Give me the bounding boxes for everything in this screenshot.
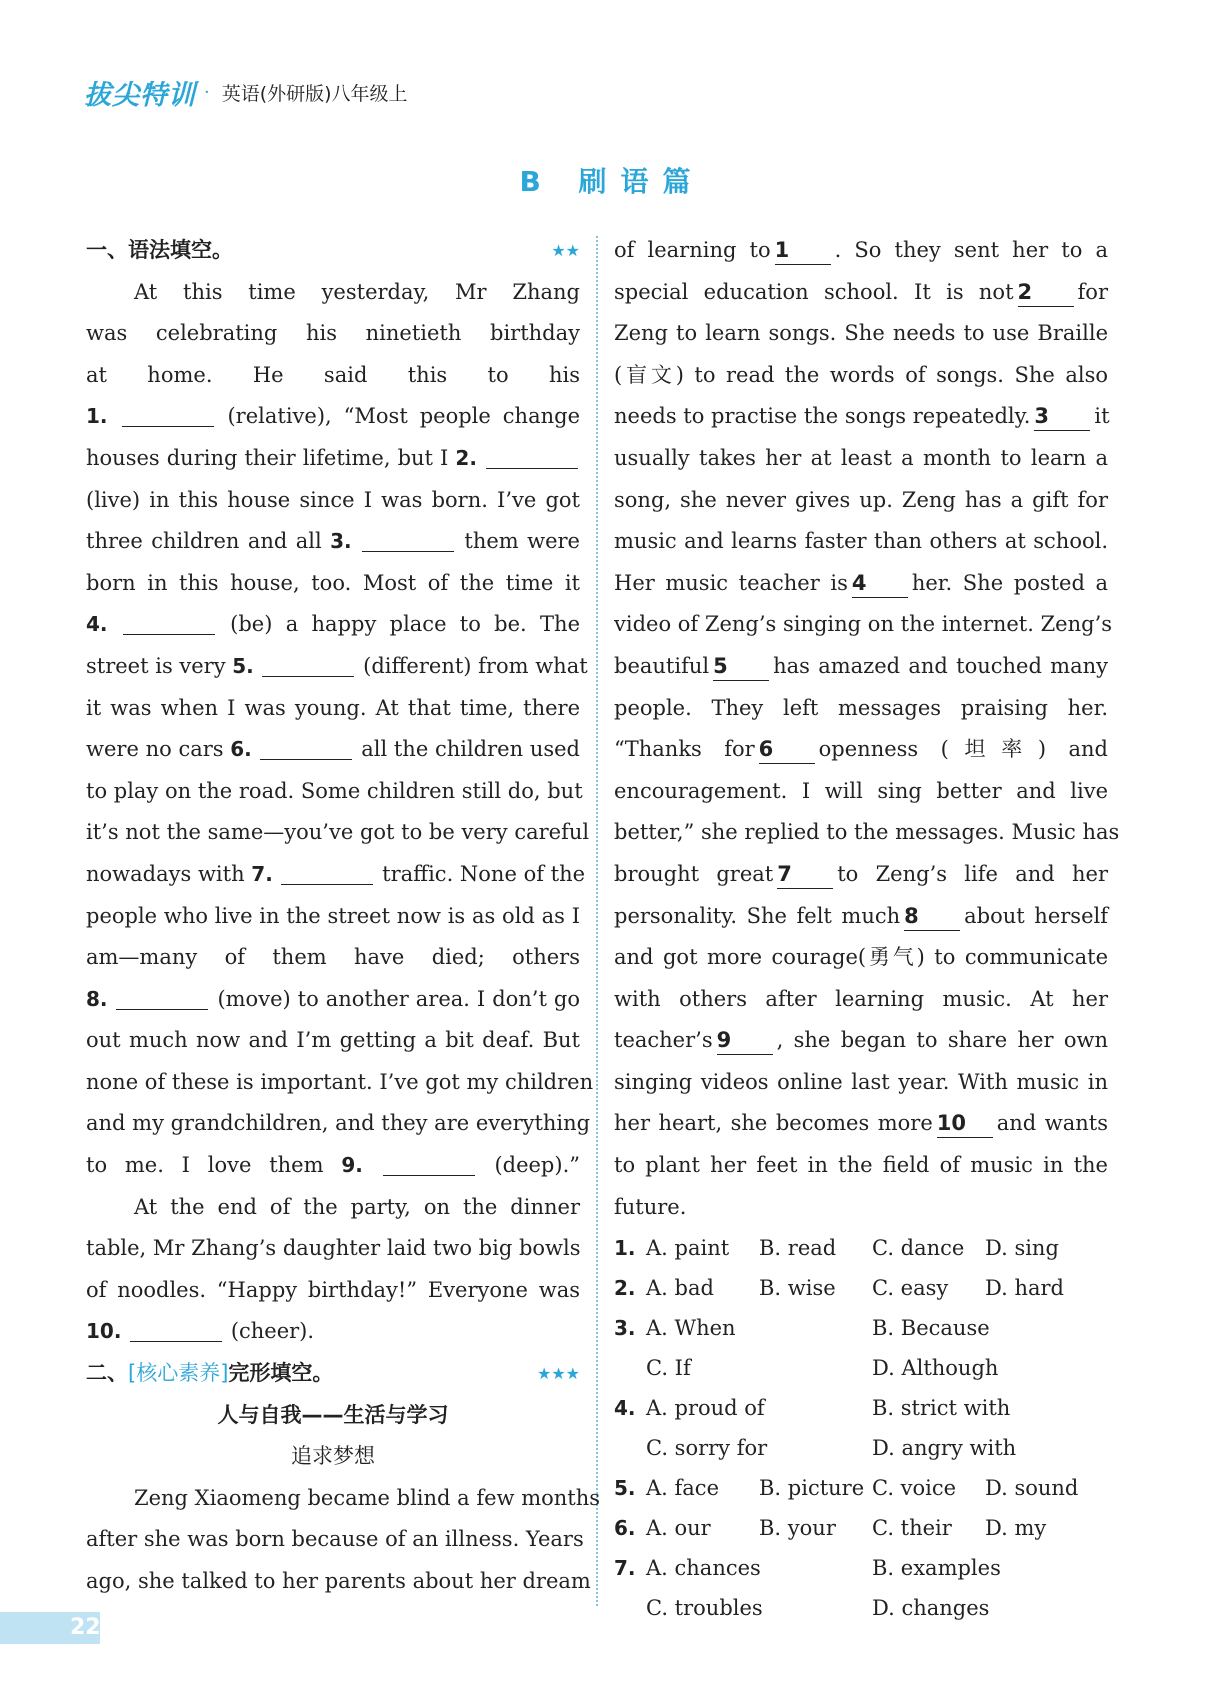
answer-blank[interactable] (362, 529, 454, 552)
passage-line: usually takes her at least a month to learn a (614, 445, 1108, 470)
passage-line: ago, she talked to her parents about her dream (86, 1569, 591, 1593)
book-subject: 英语(外研版)八年级上 (221, 82, 408, 105)
cloze-section-heading (86, 1353, 580, 1395)
passage-line: of noodles. “Happy birthday!” Everyone was (86, 1277, 580, 1302)
blank-number: 3. (330, 529, 352, 554)
answer-option[interactable]: D. angry with (872, 1436, 1017, 1461)
passage-line (86, 438, 580, 480)
column-divider (596, 236, 598, 1606)
brand-logo: 拔尖特训 (84, 79, 196, 111)
numbered-blank[interactable]: 1 (775, 236, 831, 265)
option-row (614, 1468, 1108, 1508)
question-number: 5. (614, 1476, 636, 1501)
answer-option[interactable]: B. wise (759, 1276, 836, 1301)
answer-blank[interactable] (260, 737, 352, 760)
option-row (614, 1428, 1108, 1468)
passage-line: better,” she replied to the messages. Music has (614, 820, 1120, 845)
passage-text: it (1094, 404, 1110, 429)
answer-option[interactable]: C. sorry for (646, 1436, 768, 1461)
passage-line: out much now and I’m getting a bit deaf. But (86, 1028, 580, 1053)
question-number (614, 1428, 646, 1468)
answer-option[interactable]: D. changes (872, 1596, 990, 1621)
passage-text: were no cars (86, 737, 231, 762)
passage-line (86, 979, 580, 1021)
question-number (614, 1348, 646, 1388)
answer-option[interactable]: A. face (646, 1476, 719, 1501)
passage-text: (relative), “Most people change (227, 404, 581, 429)
answer-option[interactable]: A. chances (646, 1556, 761, 1581)
option-row (614, 1268, 1108, 1308)
passage-line: Zeng Xiaomeng became blind a few months (134, 1485, 601, 1510)
passage-line (614, 1020, 1108, 1062)
passage-text: (different) from what (363, 653, 588, 678)
difficulty-stars: ★★ (551, 241, 580, 260)
passage-text: to me. I love them (86, 1153, 342, 1178)
passage-text: her. She posted a (911, 570, 1108, 595)
blank-number: 10. (86, 1319, 122, 1344)
answer-blank[interactable] (383, 1153, 475, 1176)
section-title: B 刷语篇 (519, 165, 705, 198)
answer-option[interactable]: D. sing (985, 1236, 1059, 1261)
numbered-blank[interactable]: 4 (852, 569, 908, 598)
passage-line: born in this house, too. Most of the time it (86, 570, 580, 595)
passage-line (86, 521, 580, 563)
cloze-title-suffix: 完形填空。 (228, 1361, 334, 1386)
blank-number: 6. (230, 737, 252, 762)
passage-line: at home. He said this to his (86, 362, 580, 387)
passage-line (86, 396, 580, 438)
blank-number: 7. (251, 861, 273, 886)
theme-title: 人与自我——生活与学习 (217, 1402, 449, 1427)
passage-text: traffic. None of the (382, 861, 586, 886)
passage-line (614, 396, 1108, 438)
passage-line: and my grandchildren, and they are everything (86, 1111, 591, 1136)
numbered-blank[interactable]: 9 (717, 1026, 773, 1055)
cloze-title-prefix: 二、 (86, 1361, 128, 1386)
numbered-blank[interactable]: 5 (713, 652, 769, 681)
option-row (614, 1388, 1108, 1428)
question-number (614, 1588, 646, 1628)
blank-number: 9. (341, 1153, 363, 1178)
passage-line: table, Mr Zhang’s daughter laid two big bowls (86, 1236, 581, 1261)
passage-text: . So they sent her to a (834, 238, 1108, 262)
answer-blank[interactable] (486, 446, 578, 469)
passage-text: her heart, she becomes more (614, 1111, 933, 1136)
passage-line: people. They left messages praising her. (614, 695, 1108, 720)
passage-text: to Zeng’s life and her (837, 861, 1108, 886)
passage-text: street is very (86, 653, 233, 678)
passage-line: Zeng to learn songs. She needs to use Braille (614, 321, 1108, 346)
question-number: 1. (614, 1236, 636, 1261)
passage-line: (盲文) to read the words of songs. She also (614, 362, 1108, 387)
passage-line: it was when I was young. At that time, there (86, 695, 580, 720)
blank-number: 1. (86, 404, 108, 429)
answer-option[interactable]: D. Although (872, 1356, 999, 1381)
numbered-blank[interactable]: 8 (904, 902, 960, 931)
passage-line: At this time yesterday, Mr Zhang (134, 279, 580, 304)
blank-number: 5. (232, 653, 254, 678)
passage-text: for (1077, 279, 1108, 304)
answer-option[interactable]: C. voice (872, 1476, 957, 1501)
passage-text: all the children used (361, 737, 580, 762)
answer-option[interactable]: C. dance (872, 1236, 965, 1261)
passage-text: of learning to (614, 238, 771, 262)
numbered-blank[interactable]: 7 (777, 860, 833, 889)
passage-line: future. (614, 1194, 687, 1219)
passage-line (86, 854, 586, 896)
question-number: 4. (614, 1396, 636, 1421)
answer-blank[interactable] (116, 987, 208, 1010)
answer-blank[interactable] (262, 654, 354, 677)
passage-line: it’s not the same—you’ve got to be very careful (86, 820, 590, 845)
answer-option[interactable]: C. their (872, 1516, 952, 1541)
blank-number: 8. (86, 986, 108, 1011)
passage-text: houses during their lifetime, but I (86, 445, 456, 470)
passage-line (86, 604, 580, 646)
passage-line (614, 1103, 1108, 1145)
answer-blank[interactable] (123, 612, 215, 635)
passage-text: them were (464, 529, 580, 554)
answer-option[interactable]: B. Because (872, 1316, 990, 1341)
page-header (84, 72, 408, 112)
passage-text: special education school. It is not (614, 279, 1014, 304)
passage-line (614, 230, 1108, 272)
passage-line: song, she never gives up. Zeng has a gift for (614, 487, 1108, 512)
passage-line (614, 729, 1108, 771)
left-column (86, 230, 601, 1603)
passage-text: Her music teacher is (614, 570, 848, 595)
page-number: 22 (0, 1612, 100, 1644)
option-row (614, 1588, 1108, 1628)
question-number: 3. (614, 1316, 636, 1341)
passage-line (614, 854, 1108, 896)
passage-text: needs to practise the songs repeatedly. (614, 404, 1031, 429)
answer-option[interactable]: B. examples (872, 1556, 1001, 1581)
passage-line: people who live in the street now is as old as I (86, 903, 580, 928)
passage-text: nowadays with (86, 861, 252, 886)
answer-option[interactable]: C. If (646, 1356, 691, 1381)
passage-text: (be) a happy place to be. The (230, 612, 580, 637)
passage-line: am—many of them have died; others (86, 945, 580, 970)
passage-text: openness (坦率) and (818, 737, 1108, 762)
passage-text: teacher’s (614, 1028, 713, 1053)
answer-option[interactable]: B. your (759, 1516, 836, 1541)
passage-line (86, 1145, 580, 1187)
passage-text: (cheer). (230, 1319, 315, 1344)
answer-option[interactable]: B. strict with (872, 1396, 1011, 1421)
answer-option[interactable]: A. bad (646, 1276, 714, 1301)
passage-line: to plant her feet in the field of music in the (614, 1153, 1108, 1178)
answer-blank[interactable] (130, 1319, 222, 1342)
passage-text: , she began to share her own (776, 1028, 1108, 1053)
passage-line (614, 272, 1108, 314)
passage-line: (live) in this house since I was born. I’ve got (86, 487, 580, 512)
header-separator: · (204, 81, 210, 103)
passage-line: none of these is important. I’ve got my children (86, 1069, 594, 1094)
grammar-section-heading (86, 230, 580, 272)
passage-line: encouragement. I will sing better and live (614, 778, 1108, 803)
blank-number: 4. (86, 612, 108, 637)
passage-line: to play on the road. Some children still do, but (86, 778, 583, 803)
answer-option[interactable]: D. my (985, 1516, 1047, 1541)
passage-line (614, 646, 1108, 688)
passage-line: At the end of the party, on the dinner (134, 1194, 580, 1219)
answer-option[interactable]: A. paint (646, 1236, 730, 1261)
answer-option[interactable]: D. sound (985, 1476, 1079, 1501)
passage-text: (move) to another area. I don’t go (217, 986, 580, 1011)
right-column (614, 230, 1120, 1628)
passage-line: with others after learning music. At her (614, 986, 1108, 1011)
grammar-section-title: 一、语法填空。 (86, 238, 233, 262)
core-literacy-tag: [核心素养] (128, 1361, 229, 1386)
passage-text: about herself (964, 903, 1108, 928)
answer-option[interactable]: A. proud of (646, 1396, 765, 1421)
blank-number: 2. (455, 445, 477, 470)
passage-line (86, 646, 588, 688)
passage-line: music and learns faster than others at school. (614, 529, 1108, 554)
answer-option[interactable]: A. our (646, 1516, 711, 1541)
passage-line (86, 1311, 580, 1353)
passage-line: was celebrating his ninetieth birthday (86, 321, 580, 346)
passage-text: beautiful (614, 653, 710, 678)
passage-text: and wants (996, 1111, 1108, 1136)
passage-text: personality. She felt much (614, 903, 901, 928)
passage-text: “Thanks for (614, 737, 755, 762)
story-title: 追求梦想 (291, 1444, 375, 1469)
passage-line (86, 729, 580, 771)
passage-text: (deep).” (494, 1153, 580, 1178)
passage-line (614, 896, 1108, 938)
numbered-blank[interactable]: 10 (937, 1109, 993, 1138)
numbered-blank[interactable]: 2 (1018, 278, 1074, 307)
answer-blank[interactable] (122, 404, 214, 427)
passage-line (614, 563, 1108, 605)
question-number: 2. (614, 1276, 636, 1301)
option-row (614, 1308, 1108, 1348)
passage-line: video of Zeng’s singing on the internet. Zeng’s (614, 612, 1113, 637)
answer-option[interactable]: B. read (759, 1236, 837, 1261)
option-row (614, 1348, 1108, 1388)
passage-text: has amazed and touched many (773, 653, 1108, 678)
passage-line: singing videos online last year. With music in (614, 1069, 1108, 1094)
numbered-blank[interactable]: 6 (759, 735, 815, 764)
option-row (614, 1508, 1108, 1548)
option-row (614, 1548, 1108, 1588)
passage-text: brought great (614, 861, 774, 886)
answer-option[interactable]: C. troubles (646, 1596, 763, 1621)
answer-option[interactable]: C. easy (872, 1276, 949, 1301)
answer-blank[interactable] (281, 862, 373, 885)
question-number: 6. (614, 1516, 636, 1541)
option-row (614, 1228, 1108, 1268)
numbered-blank[interactable]: 3 (1034, 402, 1090, 431)
answer-option[interactable]: B. picture (759, 1476, 865, 1501)
passage-line: and got more courage(勇气) to communicate (614, 945, 1108, 970)
passage-line: after she was born because of an illness. Years (86, 1527, 584, 1552)
answer-option[interactable]: A. When (646, 1316, 736, 1341)
difficulty-stars: ★★★ (536, 1364, 580, 1384)
passage-text: three children and all (86, 529, 331, 554)
question-number: 7. (614, 1556, 636, 1581)
answer-option[interactable]: D. hard (985, 1276, 1064, 1301)
